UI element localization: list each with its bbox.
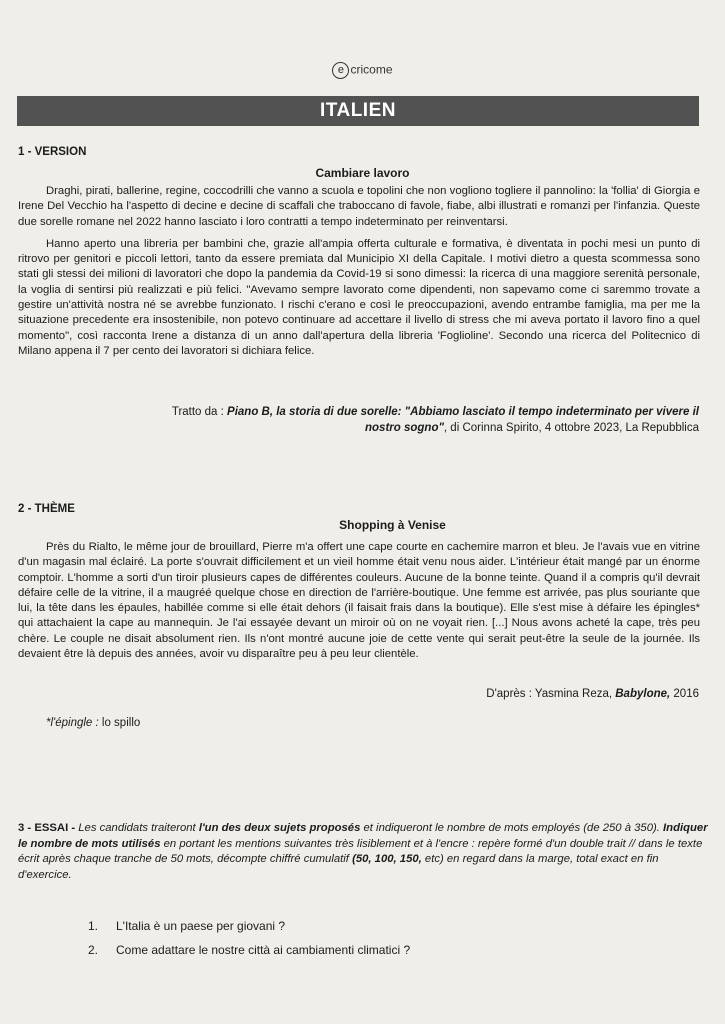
version-text [18,184,700,366]
version-source-prefix: Tratto da : [171,406,228,418]
theme-title: Shopping à Venise [339,518,446,532]
essai-intro-4: etc) en regard dans la marge, total exact en fin d'exercice. [18,853,659,881]
version-source-title: Piano B, la storia di due sorelle: "Abbiamo lasciato il tempo indeterminato per vivere il nostro sogno" [227,406,699,434]
ecricome-e-icon: e [332,62,349,79]
footnote-definition: lo spillo [98,717,141,729]
subject-number: 1. [88,919,99,933]
essai-intro-bold-1: l'un des deux sujets proposés [198,822,361,834]
theme-footnote [46,717,140,729]
theme-source-year: 2016 [670,688,699,700]
essai-intro-2: et indiqueront le nombre de mots employés (de 250 à 350). [360,822,664,834]
subject-banner: ITALIEN [17,96,699,126]
theme-paragraph: Près du Rialto, le même jour de brouillard, Pierre m'a offert une cape courte en cachemire marron et bleu. Je l'avais vue en vitrine d'un magasin mal éclairé. La porte s'ouvrait difficilement et un vieil homme était venu nous aider. L'intérieur était mangé par un énorme comptoir. L'homme a sorti d'un tiroir plusieurs capes de différentes couleurs. Aucune de la bonne teinte. Quand il a compris qu'il devrait défaire celle de la vitrine, il a maugréé quelque chose en direction de l'arrière-boutique. Une femme est arrivée, pas plus souriante que lui, la tête dans les épaules, habillée comme si elle était dehors (il faisait frais dans la boutique). Elle s'est mise à défaire les épingles* qui attachaient la cape au mannequin. Je l'ai essayée devant un miroir où on ne voyait rien. [...] Nous avons acheté la cape, très peu chère. Le couple ne disait absolument rien. Ils n'ont montré aucune joie de cette vente qui serait peut-être la seule de la journée. Ils devaient être là depuis des années, avoir vu disparaître peu à peu leur clientèle. [18,541,700,661]
subject-text: Come adattare le nostre città ai cambiamenti climatici ? [116,943,411,957]
ecricome-logo [0,62,725,79]
theme-text [18,540,700,669]
theme-source-prefix: D'après : Yasmina Reza, [486,688,616,700]
subject-number: 2. [88,943,99,957]
theme-source-title: Babylone, [615,688,671,700]
essai-intro-1: Les candidats traiteront [78,822,199,834]
essai-intro-bold-2: Indiquer le nombre de mots utilisés [18,822,708,850]
list-item [88,938,410,962]
version-source [139,404,699,436]
theme-heading: 2 - THÈME [18,503,75,515]
essai-subject-list [88,914,410,962]
essai-intro-3: en portant les mentions suivantes très lisiblement et à l'encre : repère formé d'un double trait // dans le texte écrit après chaque tranche de 50 mots, décompte chiffré cumulatif [18,837,703,865]
version-heading: 1 - VERSION [18,146,87,158]
essai-instructions [18,821,708,883]
subject-text: L'Italia è un paese per giovani ? [116,919,286,933]
version-paragraph-2: Hanno aperto una libreria per bambini che, grazie all'ampia offerta culturale e formativa, è diventata in pochi mesi un punto di ritrovo per genitori e piccoli lettori, tanto da essere premiata dal Municipio XI della Capitale. I motivi dietro a questa scommessa sono stati gli stessi dei milioni di lavoratori che dopo la pandemia da Covid-19 si sono dimessi: la ricerca di una maggiore serenità personale, la voglia di sentirsi più realizzati e più felici. "Avevamo sempre lavorato come dipendenti, non sapevamo come ci saremmo trovate a gestire un'attività nostra né se avrebbe funzionato. I rischi c'erano e così le preoccupazioni, avendo entrambe famiglia, ma per me la situazione precedente era insostenibile, non potevo continuare ad accettare il livello di stress che mi aveva portato il lavoro fino a quel momento", così racconta Irene a distanza di un anno dall'apertura della libreria 'Foglioline'. Secondo una ricerca del Politecnico di Milano appena il 7 per cento dei lavoratori si dichiara felice. [18,237,700,357]
list-item [88,914,410,938]
version-source-suffix: , di Corinna Spirito, 4 ottobre 2023, La Repubblica [443,422,699,434]
version-paragraph-1: Draghi, pirati, ballerine, regine, coccodrilli che vanno a scuola e topolini che non vogliono togliere il pannolino: la 'follia' di Giorgia e Irene Del Vecchio ha l'aspetto di decine e decine di scaffali che traboccano di favole, fiabe, albi illustrati e romanzi per l'infanzia. Queste due sorelle romane nel 2022 hanno lasciato i loro contratti a tempo indeterminato per reinventarsi. [18,185,700,228]
logo-text: cricome [350,62,393,77]
essai-intro-bold-3: (50, 100, 150, [352,853,422,865]
theme-source [139,686,699,702]
version-title: Cambiare lavoro [315,166,410,180]
essai-heading: 3 - ESSAI - [18,822,79,834]
footnote-term: *l'épingle : [46,717,99,729]
